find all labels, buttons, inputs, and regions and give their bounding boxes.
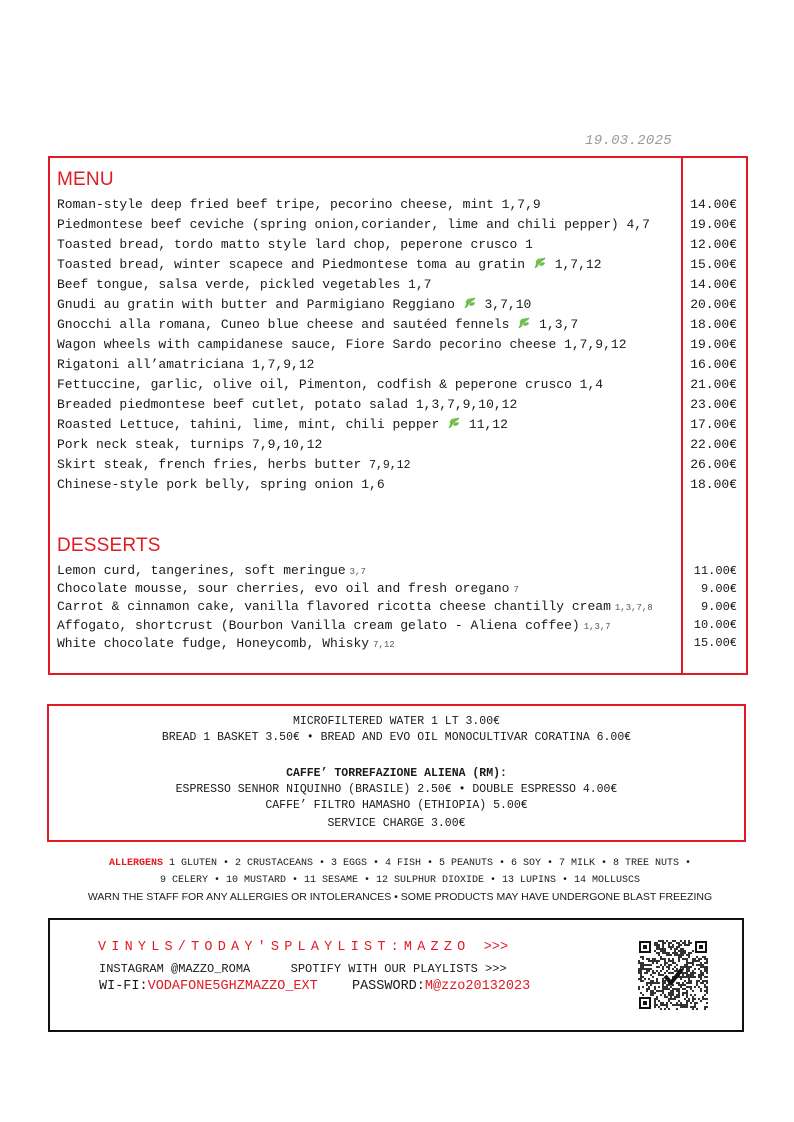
menu-item-name: Pork neck steak, turnips 7,9,10,12 [57, 437, 323, 452]
menu-item-allergens: 3,7,10 [484, 297, 532, 312]
allergens-list-1: 1 GLUTEN • 2 CRUSTACEANS • 3 EGGS • 4 FISH • 5 PEANUTS • 6 SOY • 7 MILK • 8 TREE NUTS • [168, 858, 692, 869]
menu-item [57, 255, 602, 275]
menu-item-name: Gnocchi alla romana, Cuneo blue cheese and sautéed fennels [57, 317, 510, 332]
dessert-item-name: Affogato, shortcrust (Bourbon Vanilla cream gelato - Aliena coffee) [57, 618, 580, 633]
qr-code-icon[interactable] [638, 940, 708, 1010]
dessert-item-allergens: 1,3,7,8 [614, 603, 653, 613]
menu-item-name: Chinese-style pork belly, spring onion 1,6 [57, 477, 385, 492]
dessert-item-price: 15.00€ [693, 636, 737, 650]
spotify-link: SPOTIFY WITH OUR PLAYLISTS >>> [290, 962, 507, 976]
dessert-item-price: 11.00€ [693, 564, 737, 578]
dessert-item [57, 598, 653, 616]
menu-item-name: Gnudi au gratin with butter and Parmigiano Reggiano [57, 297, 455, 312]
menu-item-price: 19.00€ [690, 217, 737, 232]
menu-item-allergens: 1,3,7 [539, 317, 579, 332]
menu-item [57, 295, 531, 315]
dessert-item-allergens: 1,3,7 [583, 622, 611, 632]
menu-item-name: Beef tongue, salsa verde, pickled vegetables 1,7 [57, 277, 432, 292]
wifi-name: VODAFONE5GHZMAZZO_EXT [147, 979, 318, 994]
menu-item-price: 22.00€ [690, 437, 737, 452]
menu-item [57, 475, 385, 495]
dessert-item-name: White chocolate fudge, Honeycomb, Whisky [57, 636, 370, 651]
desserts-title: DESSERTS [57, 535, 161, 556]
menu-item-price: 16.00€ [690, 357, 737, 372]
dessert-item-price: 10.00€ [693, 618, 737, 632]
dessert-item [57, 635, 395, 653]
vegetarian-leaf-icon [447, 417, 461, 429]
vegetarian-leaf-icon [533, 257, 547, 269]
bread-line: BREAD 1 BASKET 3.50€ • BREAD AND EVO OIL MONOCULTIVAR CORATINA 6.00€ [161, 731, 632, 744]
vinyls-playlist-heading [98, 940, 508, 955]
menu-item-name: Rigatoni all’amatriciana 1,7,9,12 [57, 357, 315, 372]
menu-item-price: 19.00€ [690, 337, 737, 352]
wifi-info [99, 979, 530, 994]
service-charge-line: SERVICE CHARGE 3.00€ [327, 817, 466, 830]
instagram-handle: INSTAGRAM @MAZZO_ROMA [99, 962, 251, 976]
vinyls-text: VINYLS/TODAY'SPLAYLIST:MAZZO [98, 940, 471, 955]
menu-box [48, 156, 748, 675]
menu-item [57, 395, 517, 415]
menu-item-price: 15.00€ [690, 257, 737, 272]
menu-item [57, 335, 627, 355]
dessert-item-name: Lemon curd, tangerines, soft meringue [57, 563, 346, 578]
vegetarian-leaf-icon [517, 317, 531, 329]
dessert-item-allergens: 7,12 [373, 640, 395, 650]
espresso-line: ESPRESSO SENHOR NIQUINHO (BRASILE) 2.50€ • DOUBLE ESPRESSO 4.00€ [175, 783, 618, 796]
menu-item-name: Breaded piedmontese beef cutlet, potato salad 1,3,7,9,10,12 [57, 397, 518, 412]
vinyls-arrow: >>> [483, 940, 509, 955]
menu-item-price: 18.00€ [690, 477, 737, 492]
dessert-item-price: 9.00€ [700, 582, 737, 596]
menu-item-price: 20.00€ [690, 297, 737, 312]
allergens-line-2: 9 CELERY • 10 MUSTARD • 11 SESAME • 12 SULPHUR DIOXIDE • 13 LUPINS • 14 MOLLUSCS [159, 875, 641, 886]
dessert-item [57, 617, 611, 635]
allergy-warning: WARN THE STAFF FOR ANY ALLERGIES OR INTOLERANCES • SOME PRODUCTS MAY HAVE UNDERGONE BLAST FREEZING [87, 891, 713, 903]
menu-item-price: 14.00€ [690, 197, 737, 212]
social-links [99, 962, 507, 976]
menu-item [57, 275, 431, 295]
dessert-item-price: 9.00€ [700, 600, 737, 614]
menu-item-name: Toasted bread, tordo matto style lard chop, peperone crusco 1 [57, 237, 533, 252]
menu-title: MENU [57, 169, 114, 190]
menu-item-price: 14.00€ [690, 277, 737, 292]
dessert-item-allergens: 3,7 [349, 567, 366, 577]
filter-coffee-line: CAFFE’ FILTRO HAMASHO (ETHIOPIA) 5.00€ [265, 799, 528, 812]
dessert-item [57, 562, 366, 580]
wifi-label: WI-FI: [99, 979, 148, 994]
menu-item-name: Skirt steak, french fries, herbs butter [57, 457, 362, 472]
menu-item-price: 18.00€ [690, 317, 737, 332]
menu-item-name: Toasted bread, winter scapece and Piedmontese toma au gratin [57, 257, 526, 272]
menu-item-name: Piedmontese beef ceviche (spring onion,coriander, lime and chili pepper) 4,7 [57, 217, 650, 232]
dessert-item-allergens: 7 [513, 585, 519, 595]
dessert-item [57, 580, 519, 598]
menu-item-allergens: 11,12 [468, 417, 508, 432]
coffee-title: CAFFE’ TORREFAZIONE ALIENA (RM): [286, 767, 507, 780]
password-label: PASSWORD: [351, 979, 425, 994]
menu-item-name: Wagon wheels with campidanese sauce, Fiore Sardo pecorino cheese 1,7,9,12 [57, 337, 627, 352]
menu-item [57, 455, 410, 475]
menu-item-name: Fettuccine, garlic, olive oil, Pimenton, codfish & peperone crusco 1,4 [57, 377, 604, 392]
menu-item [57, 355, 314, 375]
menu-item [57, 415, 508, 435]
menu-item-price: 26.00€ [690, 457, 737, 472]
menu-item-name: Roasted Lettuce, tahini, lime, mint, chili pepper [57, 417, 440, 432]
menu-item [57, 215, 650, 235]
extras-box [47, 704, 746, 842]
date: 19.03.2025 [585, 133, 673, 149]
price-column-divider [681, 158, 683, 673]
menu-item [57, 375, 603, 395]
menu-item-price: 12.00€ [690, 237, 737, 252]
menu-item-allergens: 7,9,12 [369, 459, 411, 472]
menu-item-price: 17.00€ [690, 417, 737, 432]
menu-item [57, 435, 322, 455]
menu-item [57, 315, 578, 335]
water-line: MICROFILTERED WATER 1 LT 3.00€ [292, 715, 501, 728]
social-box [48, 918, 744, 1032]
allergens-label: ALLERGENS [108, 858, 163, 869]
menu-item-price: 23.00€ [690, 397, 737, 412]
menu-item-allergens: 1,7,12 [554, 257, 602, 272]
menu-item [57, 235, 533, 255]
menu-item-price: 21.00€ [690, 377, 737, 392]
wifi-password: M@zzo20132023 [424, 979, 531, 994]
menu-item [57, 195, 541, 215]
vegetarian-leaf-icon [463, 297, 477, 309]
dessert-item-name: Chocolate mousse, sour cherries, evo oil and fresh oregano [57, 581, 510, 596]
allergens-line-1 [70, 858, 730, 869]
dessert-item-name: Carrot & cinnamon cake, vanilla flavored ricotta cheese chantilly cream [57, 599, 611, 614]
menu-item-name: Roman-style deep fried beef tripe, pecorino cheese, mint 1,7,9 [57, 197, 541, 212]
